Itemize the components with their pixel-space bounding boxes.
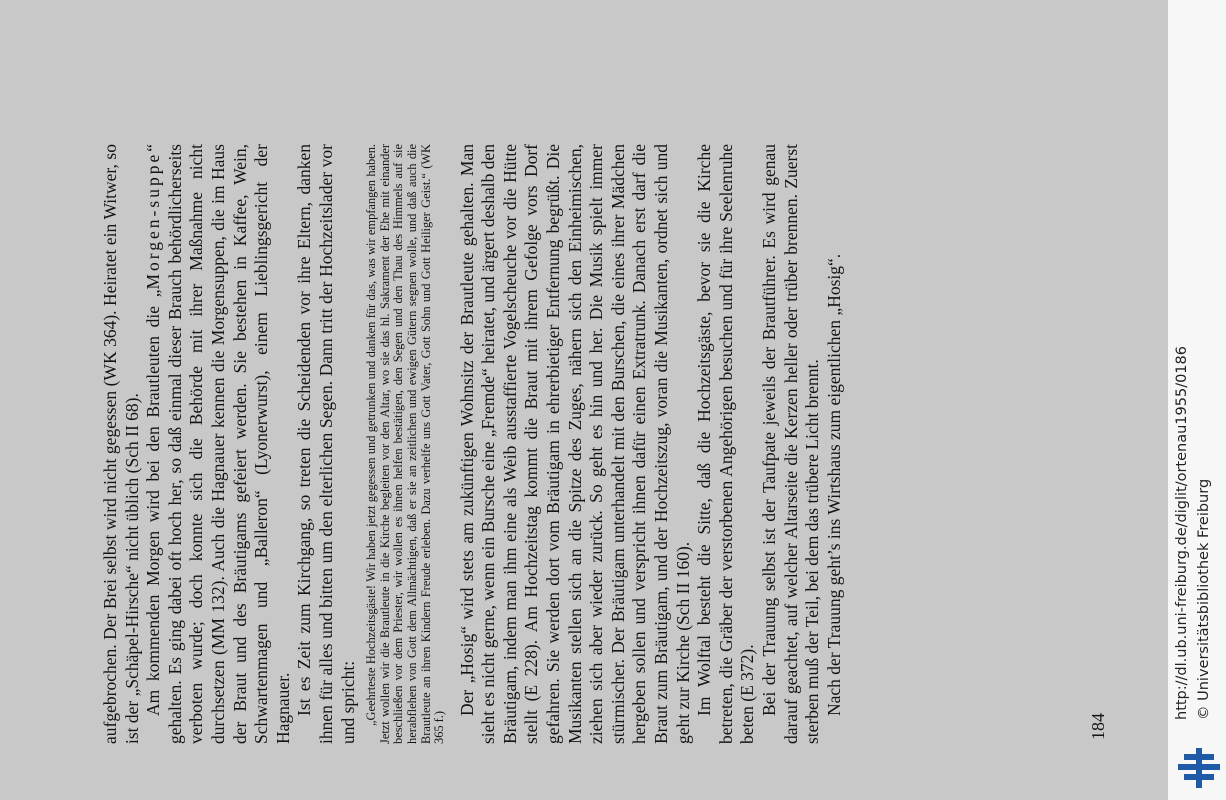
quotation-block: „Geehrteste Hochzeitsgäste! Wir haben jetzt gegessen und getrunken und danken für das, was wir empfangen haben. Jetzt wollen wir die Brautleute in die Kirche begleiten vor den Altar, wo sie das hl. Sakrament der Ehe mit einander beschließen vor dem Priester, wir wollen es ihnen helfen bestätigen, den Segen und den Thau des Himmels auf sie herabflehen von Gott dem Allmächtigen, daß er sie an zeitlichen und ewigen Gütern segnen wolle, und daß auch die Brautleute an ihren Kindern Freude erleben. Dazu verhelfe uns Gott Vater, Gott Sohn und Gott Heiliger Geist.“ (WK 365 f.) [364,144,447,744]
source-url[interactable]: http://dl.ub.uni-freiburg.de/diglit/ortenau1955/0186 [1174,346,1190,720]
paragraph-kirchgang: Ist es Zeit zum Kirchgang, so treten die Scheidenden vor ihre Eltern, danken ihnen für alles und bitten um den elterlichen Segen. Dann tritt der Hochzeitslader vor und spricht: [294,144,358,744]
paragraph-morgensuppe-prefix: Am kommenden Morgen wird bei den Brautleuten die „ [143,289,164,716]
logo-stem [1196,748,1202,788]
ub-freiburg-logo-icon [1176,748,1222,788]
margin-text [1168,0,1226,800]
paragraph-morgensuppe-suffix: “ gehalten. Es ging dabei oft hoch her, so daß einmal dieser Brauch behördlicherseits verboten wurde; doch konnte sich die Behörde mit ihrer Maßnahme nicht durchsetzen (MM 132). Auch die Hagnauer kennen die Morgensuppen, die im Haus der Braut und des Bräutigams gefeiert werden. Sie bestehen in Kaffee, Wein, Schwartenmagen und „Balleron“ (Lyonerwurst), einem Lieblingsgericht der Hagnauer. [143,144,293,744]
copyright-notice: © Universitätsbibliothek Freiburg [1196,478,1212,720]
text-column [100,144,845,744]
page-number: 184 [1088,713,1108,740]
paragraph-wolftal: Im Wolftal besteht die Sitte, daß die Hochzeitsgäste, bevor sie die Kirche betreten, die Gräber der verstorbenen Angehörigen besuchen und für ihre Seelenruhe beten (E 372). [694,144,758,744]
paragraph-wirtshaus: Nach der Trauung geht’s ins Wirtshaus zum eigentlichen „Hosig“. [823,253,844,716]
paragraph-hosig: Der „Hosig“ wird stets am zukünftigen Wohnsitz der Brautleute gehalten. Man sieht es nicht gerne, wenn ein Bursche eine „Fremde“ heiratet, und ärgert deshalb den Bräutigam, indem man ihm eine als Weib ausstaffierte Vogelscheuche vor die Hütte stellt (E 228). Am Hochzeitstag kommt die Braut mit ihrem Gefolge vors Dorf gefahren. Sie werden dort vom Bräutigam in ehrerbietiger Entfernung begrüßt. Die Musikanten stellen sich an die Spitze des Zuges, nähern sich den Einheimischen, ziehen sich aber wieder zurück. So geht es hin und her. Die Musik spielt immer stürmischer. Der Bräutigam unterhandelt mit den Burschen, die eines ihrer Mädchen hergeben sollen und verspricht ihnen dafür einen Extratrunk. Danach erst darf die Braut zum Bräutigam, und der Hochzeitszug, voran die Musikanten, ordnet sich und geht zur Kirche (Sch II 160). [456,144,693,744]
paragraph-morgensuppe [143,144,294,744]
emphasized-term: Morgen-suppe [143,151,164,290]
paragraph-trauung: Bei der Trauung selbst ist der Taufpate jeweils der Brautführer. Es wird genau darauf geachtet, auf welcher Altarseite die Kerzen heller oder trüber brennen. Zuerst sterben muß der Teil, bei dem das trübere Licht brennt. [759,144,823,744]
paragraph-1: aufgebrochen. Der Brei selbst wird nicht gegessen (WK 364). Heiratet ein Witwer, so ist der „Schäpel-Hirsche“ nicht üblich (Sch II 68). [100,144,142,744]
